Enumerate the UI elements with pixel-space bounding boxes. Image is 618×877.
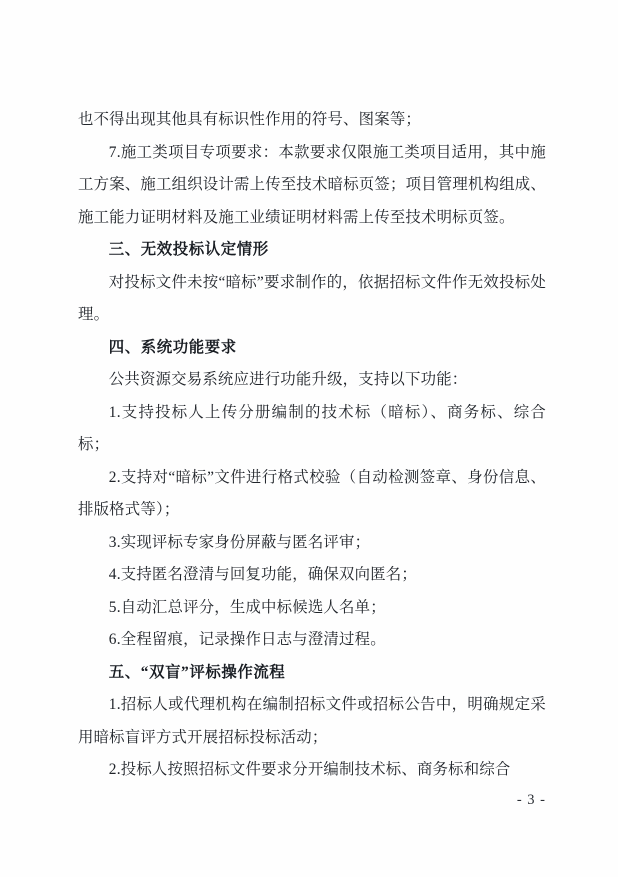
page-number: - 3 - bbox=[516, 792, 546, 808]
paragraph-process-1: 1.招标人或代理机构在编制招标文件或招标公告中，明确规定采用暗标盲评方式开展招标投标活动； bbox=[78, 696, 546, 746]
paragraph-item-7: 7.施工类项目专项要求：本款要求仅限施工类项目适用，其中施工方案、施工组织设计需上传至技术暗标页签；项目管理机构组成、施工能力证明材料及施工业绩证明材料需上传至技术明标页签。 bbox=[78, 143, 546, 226]
section-heading-three: 三、无效投标认定情形 bbox=[108, 241, 269, 258]
paragraph-continuation: 也不得出现其他具有标识性作用的符号、图案等； bbox=[78, 111, 421, 128]
paragraph-invalid-bid: 对投标文件未按“暗标”要求制作的，依据招标文件作无效投标处理。 bbox=[78, 273, 546, 323]
paragraph-function-4: 4.支持匿名澄清与回复功能，确保双向匿名； bbox=[108, 566, 417, 583]
paragraph-function-2: 2.支持对“暗标”文件进行格式校验（自动检测签章、身份信息、排版格式等）； bbox=[78, 468, 546, 518]
paragraph-process-2: 2.投标人按照招标文件要求分开编制技术标、商务标和综合 bbox=[108, 761, 511, 778]
paragraph-function-5: 5.自动汇总评分，生成中标候选人名单； bbox=[108, 598, 386, 616]
paragraph-function-3: 3.实现评标专家身份屏蔽与匿名评审； bbox=[108, 533, 371, 551]
document-body bbox=[78, 104, 546, 787]
section-heading-four: 四、系统功能要求 bbox=[108, 338, 237, 356]
paragraph-function-1: 1.支持投标人上传分册编制的技术标（暗标）、商务标、综合标； bbox=[78, 403, 546, 453]
section-heading-five: 五、“双盲”评标操作流程 bbox=[108, 663, 286, 681]
paragraph-function-6: 6.全程留痕，记录操作日志与澄清过程。 bbox=[108, 631, 386, 648]
paragraph-system-intro: 公共资源交易系统应进行功能升级，支持以下功能： bbox=[108, 371, 468, 388]
